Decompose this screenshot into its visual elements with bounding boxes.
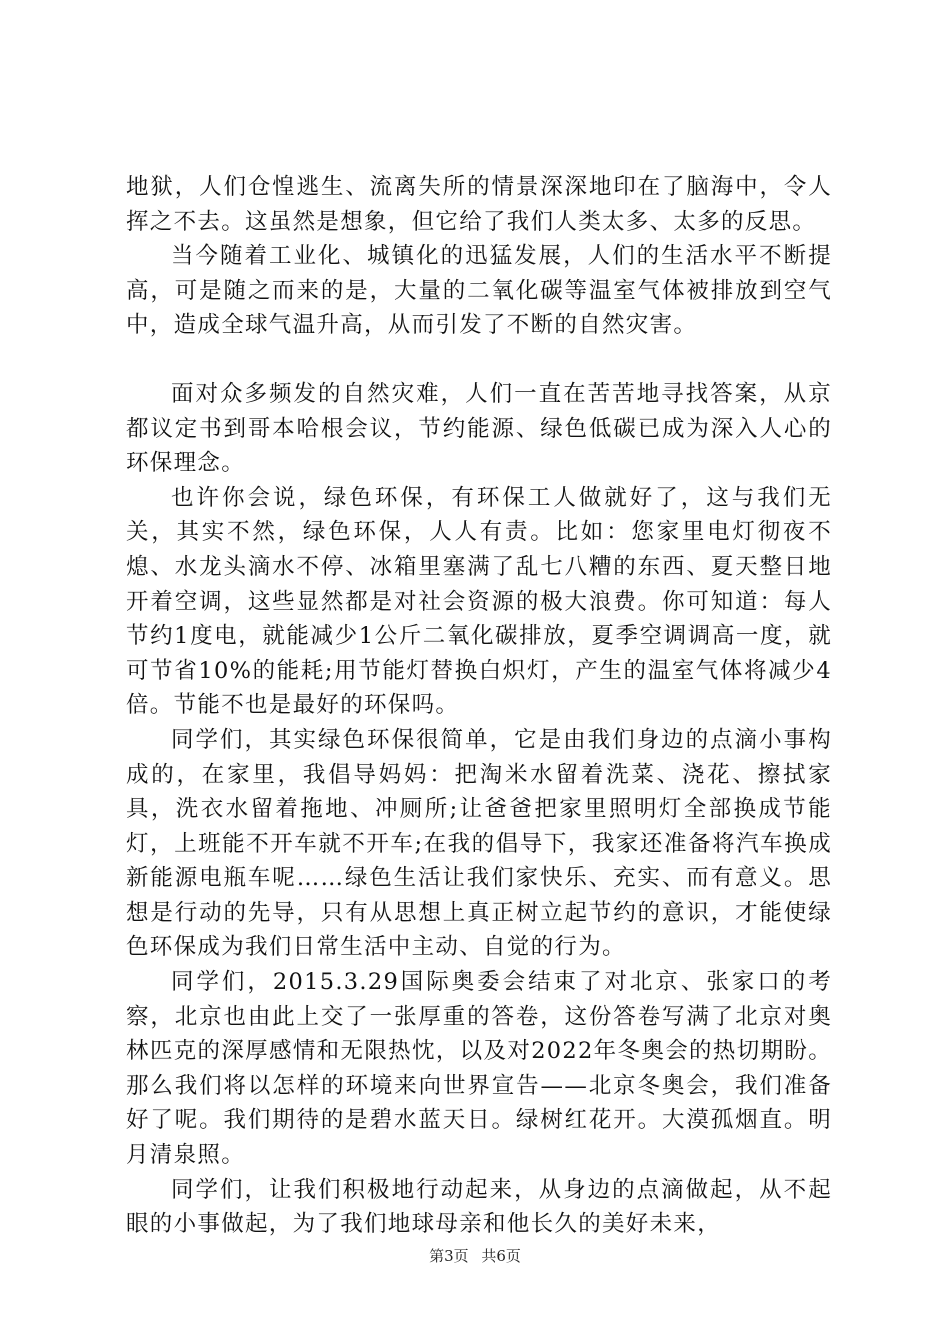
paragraph-6: 同学们，2015.3.29国际奥委会结束了对北京、张家口的考察，北京也由此上交了一张厚重的答卷，这份答卷写满了北京对奥林匹克的深厚感情和无限热忱，以及对2022年冬奥会的热切期盼。那么我们将以怎样的环境来向世界宣告——北京冬奥会，我们准备好了呢。我们期待的是碧水蓝天日。绿树红花开。大漠孤烟直。明月清泉照。	[126, 969, 832, 1169]
paragraph-2: 当今随着工业化、城镇化的迅猛发展，人们的生活水平不断提高，可是随之而来的是，大量的二氧化碳等温室气体被排放到空气中，造成全球气温升高，从而引发了不断的自然灾害。	[126, 243, 832, 339]
paragraph-5: 同学们，其实绿色环保很简单，它是由我们身边的点滴小事构成的，在家里，我倡导妈妈：把淘米水留着洗菜、浇花、擦拭家具，洗衣水留着拖地、冲厕所;让爸爸把家里照明灯全部换成节能灯，上班能不开车就不开车;在我的倡导下，我家还准备将汽车换成新能源电瓶车呢……绿色生活让我们家快乐、充实、而有意义。思想是行动的先导，只有从思想上真正树立起节约的意识，才能使绿色环保成为我们日常生活中主动、自觉的行为。	[126, 726, 832, 961]
paragraph-4: 也许你会说，绿色环保，有环保工人做就好了，这与我们无关，其实不然，绿色环保，人人有责。比如：您家里电灯彻夜不熄、水龙头滴水不停、冰箱里塞满了乱七八糟的东西、夏天整日地开着空调，这些显然都是对社会资源的极大浪费。你可知道：每人节约1度电，就能减少1公斤二氧化碳排放，夏季空调调高一度，就可节省10%的能耗;用节能灯替换白炽灯，产生的温室气体将减少4倍。节能不也是最好的环保吗。	[126, 484, 832, 719]
paragraph-1: 地狱，人们仓惶逃生、流离失所的情景深深地印在了脑海中，令人挥之不去。这虽然是想象，但它给了我们人类太多、太多的反思。	[126, 174, 832, 235]
paragraph-3: 面对众多频发的自然灾难，人们一直在苦苦地寻找答案，从京都议定书到哥本哈根会议，节约能源、绿色低碳已成为深入人心的环保理念。	[126, 380, 832, 477]
page-footer	[0, 1245, 950, 1266]
document-body	[126, 170, 832, 1242]
paragraph-7: 同学们，让我们积极地行动起来，从身边的点滴做起，从不起眼的小事做起，为了我们地球母亲和他长久的美好未来，	[126, 1176, 832, 1238]
page-total: 共6页	[481, 1247, 521, 1265]
page-number: 第3页	[429, 1247, 469, 1265]
